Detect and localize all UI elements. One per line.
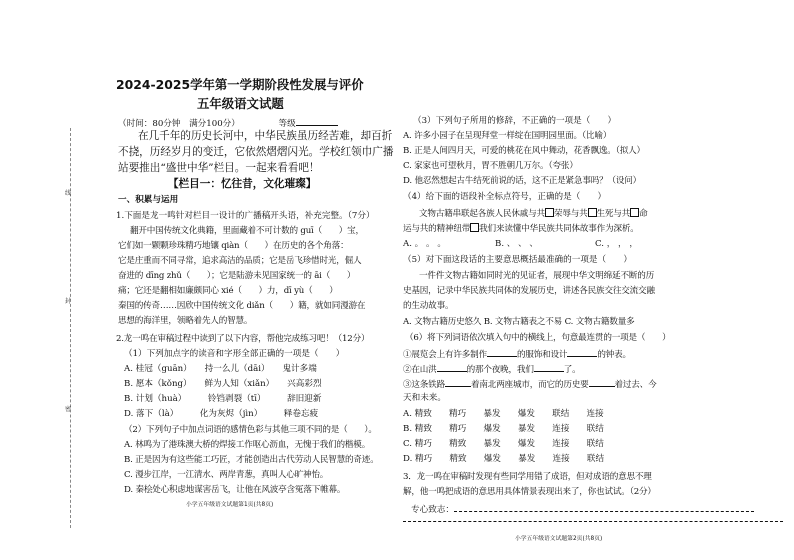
passage-line: 秦国的传奇……因欣中国传统文化 diǎn（ ）籍，就如同漫游在 <box>118 301 366 311</box>
passage-fragment: 生死与共 <box>596 209 631 219</box>
punctuation-box[interactable] <box>588 208 597 217</box>
blank-field[interactable] <box>437 363 467 372</box>
blank-field[interactable] <box>589 378 615 387</box>
blank-field[interactable] <box>534 363 564 372</box>
option-line: D. 精巧 精致 爆发 暴发 连接 联结 <box>403 454 605 464</box>
fill-sentence <box>403 363 581 375</box>
page-footer: 小学五年级语文试题第2页(共8页) <box>515 536 603 542</box>
passage-line: 一件件文物古籍如同时光的见证者，展现中华文明绵延不断的历 <box>419 271 655 281</box>
sentence-fragment: ①展览会上有许多制作 <box>403 350 487 360</box>
option-line: A. 桂冠（guān） 持一么儿（dāi） 鬼计多端 <box>124 364 317 374</box>
option-line: A. 许多小园子在呈现拜堂一样绽在国明园里面。（比喻） <box>403 131 612 141</box>
grade-field[interactable] <box>296 117 338 126</box>
passage-fragment: 命 <box>639 209 648 219</box>
passage-line: 史基因，记录中华民族共同体的发展历史，讲述各民族交往交流交融 <box>403 286 655 296</box>
exam-title: 2024-2025学年第一学期阶段性发展与评价 <box>116 77 364 92</box>
passage-line <box>403 223 639 234</box>
question-stem: （3）下列句子所用的修辞，不正确的一项是（ ） <box>413 116 617 126</box>
exam-subtitle: 五年级语文试题 <box>197 96 284 111</box>
fill-sentence <box>403 378 656 390</box>
passage-line <box>419 208 647 219</box>
answer-row <box>411 503 754 515</box>
exam-page-2 <box>397 0 794 560</box>
sentence-fragment: 着过去、今 <box>614 380 657 390</box>
intro-line: 在几千年的历史长河中，中华民族虽历经苦难，却百折 <box>138 130 393 142</box>
option-line: A. 文物古籍历史悠久 B. 文物古籍表之不易 C. 文物古籍数量多 <box>403 317 635 327</box>
question-stem: 3．龙一鸣在审稿时发现有些同学用错了成语，但对成语的意思不理 <box>403 472 652 482</box>
exam-meta-text: （时间：80分钟 满分100分） 等级 <box>118 119 296 129</box>
question-stem: （4）给下面的语段补全标点符号，正确的是（ ） <box>403 192 607 202</box>
answer-field[interactable] <box>454 503 754 512</box>
option-line: B. 正是人间四月天，可爱的桃花在风中舞动，花香飘逸。（拟人） <box>403 146 645 156</box>
option-line: B. 计划（huà） 铃铛剥裂（tī） 辞旧迎新 <box>124 394 322 404</box>
passage-line: 思想的海洋里，领略着先人的智慧。 <box>118 316 253 326</box>
option-line: C. 家家也可望秋月，胃不胜朝几万尔。（夸张） <box>403 161 578 171</box>
sentence-fragment: 的服饰和设计 <box>516 350 568 360</box>
intro-line: 不挠，历经岁月的变迁，它依然熠熠闪光。学校红领巾广播 <box>118 146 394 158</box>
option-line: A. 精致 精巧 暴发 爆发 联结 连接 <box>403 409 604 419</box>
option-line: C. 漫步江岸，一江清水、两岸青葱，真叫人心旷神怡。 <box>124 470 329 480</box>
option-line: B. 精致 精巧 爆发 暴发 连接 联结 <box>403 424 604 434</box>
blank-field[interactable] <box>445 378 471 387</box>
option-line: B. 愿本（kǒng） 鲜为人知（xiǎn） 兴高彩烈 <box>124 379 322 389</box>
sentence-fragment: ③这条铁路 <box>403 380 445 390</box>
blank-field[interactable] <box>567 348 597 357</box>
page-footer: 小学五年级语文试题第1页(共8页) <box>186 502 274 508</box>
binding-dashed-line <box>70 128 71 528</box>
intro-line: 站要推出“盛世中华”栏目。一起来看看吧！ <box>118 162 320 174</box>
idiom-label: 专心致志： <box>411 505 454 515</box>
passage-fragment: 运与共的精神纽带 <box>403 224 471 234</box>
answer-line[interactable] <box>403 520 783 522</box>
question-stem: 1.下面是龙一鸣针对栏目一设计的广播稿开头语，补充完整。（7分） <box>116 211 375 221</box>
binding-char: 线 <box>65 190 72 197</box>
option-line: B. 正是因为有这些能工巧匠，才能创造出古代劳动人民智慧的奇迹。 <box>124 455 379 465</box>
question-stem: （6）将下列词语依次填入句中的横线上，句意最连贯的一项是（ ） <box>405 333 671 343</box>
option-line: D. 落下（là） 化为灰烬（jìn） 释卷忘疲 <box>124 409 319 419</box>
passage-line: 的生动故事。 <box>403 301 454 311</box>
sentence-fragment: 的那个夜晚，我们 <box>466 365 534 375</box>
option-c: C. ， ， ， <box>595 239 638 249</box>
option-line: A. 林鸣为了港珠澳大桥的焊接工作呕心沥血，无愧于我们的楷模。 <box>124 440 371 450</box>
sentence-fragment: 着南北两座城市，而它的历史要 <box>470 380 589 390</box>
punctuation-box[interactable] <box>470 223 479 232</box>
question-stem: 2.龙一鸣在审稿过程中读到了以下内容，帮他完成练习吧！（12分） <box>116 334 370 344</box>
sentence-fragment: 了。 <box>563 365 581 375</box>
option-line: D. 秦桧处心积虑地谋害岳飞，让他在风波亭含冤落下帷幕。 <box>124 485 346 495</box>
passage-fragment: 我们来读懂中华民族共同体故事作为深析。 <box>479 224 639 234</box>
punctuation-box[interactable] <box>545 208 554 217</box>
passage-line: 它是庄重而不同寻常，追求高洁的品质；它是岳飞珍惜时光，倔人 <box>118 256 362 266</box>
fill-sentence-end: 天和未来。 <box>403 393 446 403</box>
binding-char: 封 <box>65 298 72 305</box>
blank-field[interactable] <box>487 348 517 357</box>
exam-meta <box>118 117 338 129</box>
passage-line: 翻开中国传统文化典籍，里面藏着不可计数的 guī（ ）宝， <box>130 226 364 236</box>
sentence-fragment: 的钟表。 <box>597 350 631 360</box>
binding-char: 密 <box>65 406 72 413</box>
passage-line: 痛；它还是翻相如廉颇同心 xié（ ）力，dī yù（ ） <box>118 286 338 296</box>
option-line: D. 他忍然想起古牛结死前说的话，这不正是紧急事吗？（设问） <box>403 176 642 186</box>
passage-fragment: 荣辱与共 <box>553 209 588 219</box>
passage-line: 它们如一颗颗珍珠精巧地镶 qiàn（ ）在历史的各个角落： <box>118 241 349 251</box>
option-a: A. 。 。 。 <box>403 239 446 249</box>
option-line: C. 精巧 精致 暴发 爆发 连接 联结 <box>403 439 604 449</box>
sub-question-stem: （1）下列加点字的读音和字形全部正确的一项是（ ） <box>124 349 345 359</box>
section-heading: 一、积累与运用 <box>118 195 179 205</box>
question-stem: 解，他一鸣把成语的意思用具体情景表现出来了，你也试试。（2分） <box>403 487 656 497</box>
passage-fragment: 文物古籍串联起各族人民休戚与共 <box>419 209 545 219</box>
option-b: B. 、 、 、 <box>495 239 539 249</box>
passage-line: 奋进的 dīng zhǔ（ ）；它是陆游未见国家统一的 āi（ ） <box>118 271 356 281</box>
fill-sentence <box>403 348 631 360</box>
sentence-fragment: ②在山洪 <box>403 365 437 375</box>
question-stem: （5）对下面这段话的主要意思概括最准确的一项是（ ） <box>403 255 632 265</box>
punctuation-box[interactable] <box>630 208 639 217</box>
sub-question-stem: （2）下列句子中加点词语的感情色彩与其他三项不同的是（ ）。 <box>124 425 377 435</box>
column-heading: 【栏目一：忆往昔，文化璀璨】 <box>168 178 317 190</box>
